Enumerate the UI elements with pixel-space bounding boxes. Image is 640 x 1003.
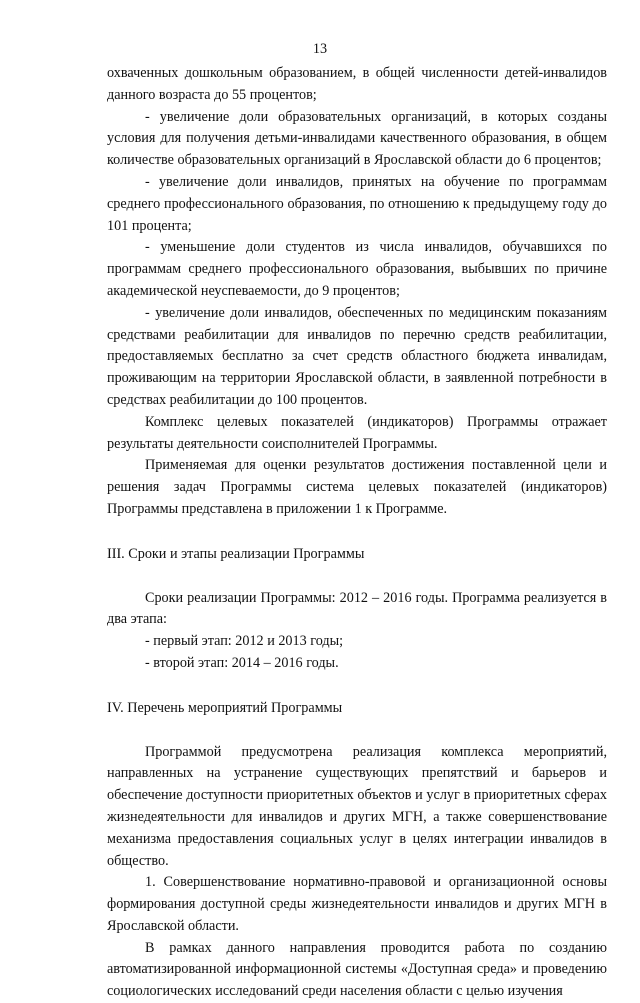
paragraph: - увеличение доли инвалидов, обеспеченных по медицинским показаниям средствами реабилитации для инвалидов по перечню средств реабилитации, предоставляемых бесплатно за счет средств областного бюджета инвалидам, проживающим на территории Ярославской области, в заявленной потребности в средствах реабилитации до 100 процентов. [107,304,607,408]
document-body [107,63,607,1003]
paragraph: 1. Совершенствование нормативно-правовой и организационной основы формирования доступной среды жизнедеятельности инвалидов и других МГН в Ярославской области. [107,874,607,934]
paragraph: Применяемая для оценки результатов достижения поставленной цели и решения задач Программы система целевых показателей (индикаторов) Программы представлена в приложении 1 к Программе. [107,457,607,517]
paragraph: охваченных дошкольным образованием, в общей численности детей-инвалидов данного возраста до 55 процентов; [107,65,607,103]
paragraph: - увеличение доли образовательных организаций, в которых созданы условия для получения детьми-инвалидами качественного образования, в общем количестве образовательных организаций в Ярославской области до 6 процентов; [107,108,607,169]
section-4-paragraphs [107,742,607,1003]
section-heading-3: III. Сроки и этапы реализации Программы [107,545,365,562]
section-3-paragraphs [107,588,607,675]
paragraph: - уменьшение доли студентов из числа инвалидов, обучавшихся по программам среднего профессионального образования, выбывших по причине академической неуспеваемости, до 9 процентов; [107,239,607,299]
list-item: - первый этап: 2012 и 2013 годы; [145,633,344,650]
paragraph: В рамках данного направления проводится работа по созданию автоматизированной информационной системы «Доступная среда» и проведению социологических исследований среди населения области с целью изучения [107,939,607,1000]
intro-paragraphs [107,63,607,521]
list-item: - второй этап: 2014 – 2016 годы. [145,654,339,671]
page-number: 13 [312,41,328,57]
section-heading-4: IV. Перечень мероприятий Программы [107,699,343,716]
paragraph: Программой предусмотрена реализация комплекса мероприятий, направленных на устранение существующих препятствий и барьеров и обеспечение доступности приоритетных объектов и услуг в приоритетных сферах жизнедеятельности для инвалидов и других МГН, а также совершенствование механизма предоставления социальных услуг в целях интеграции инвалидов в общество. [107,743,607,869]
paragraph: - увеличение доли инвалидов, принятых на обучение по программам среднего профессионального образования, по отношению к предыдущему году до 101 процента; [107,173,607,234]
paragraph: Комплекс целевых показателей (индикаторов) Программы отражает результаты деятельности соисполнителей Программы. [107,413,607,452]
paragraph: Сроки реализации Программы: 2012 – 2016 годы. Программа реализуется в два этапа: [107,589,607,628]
